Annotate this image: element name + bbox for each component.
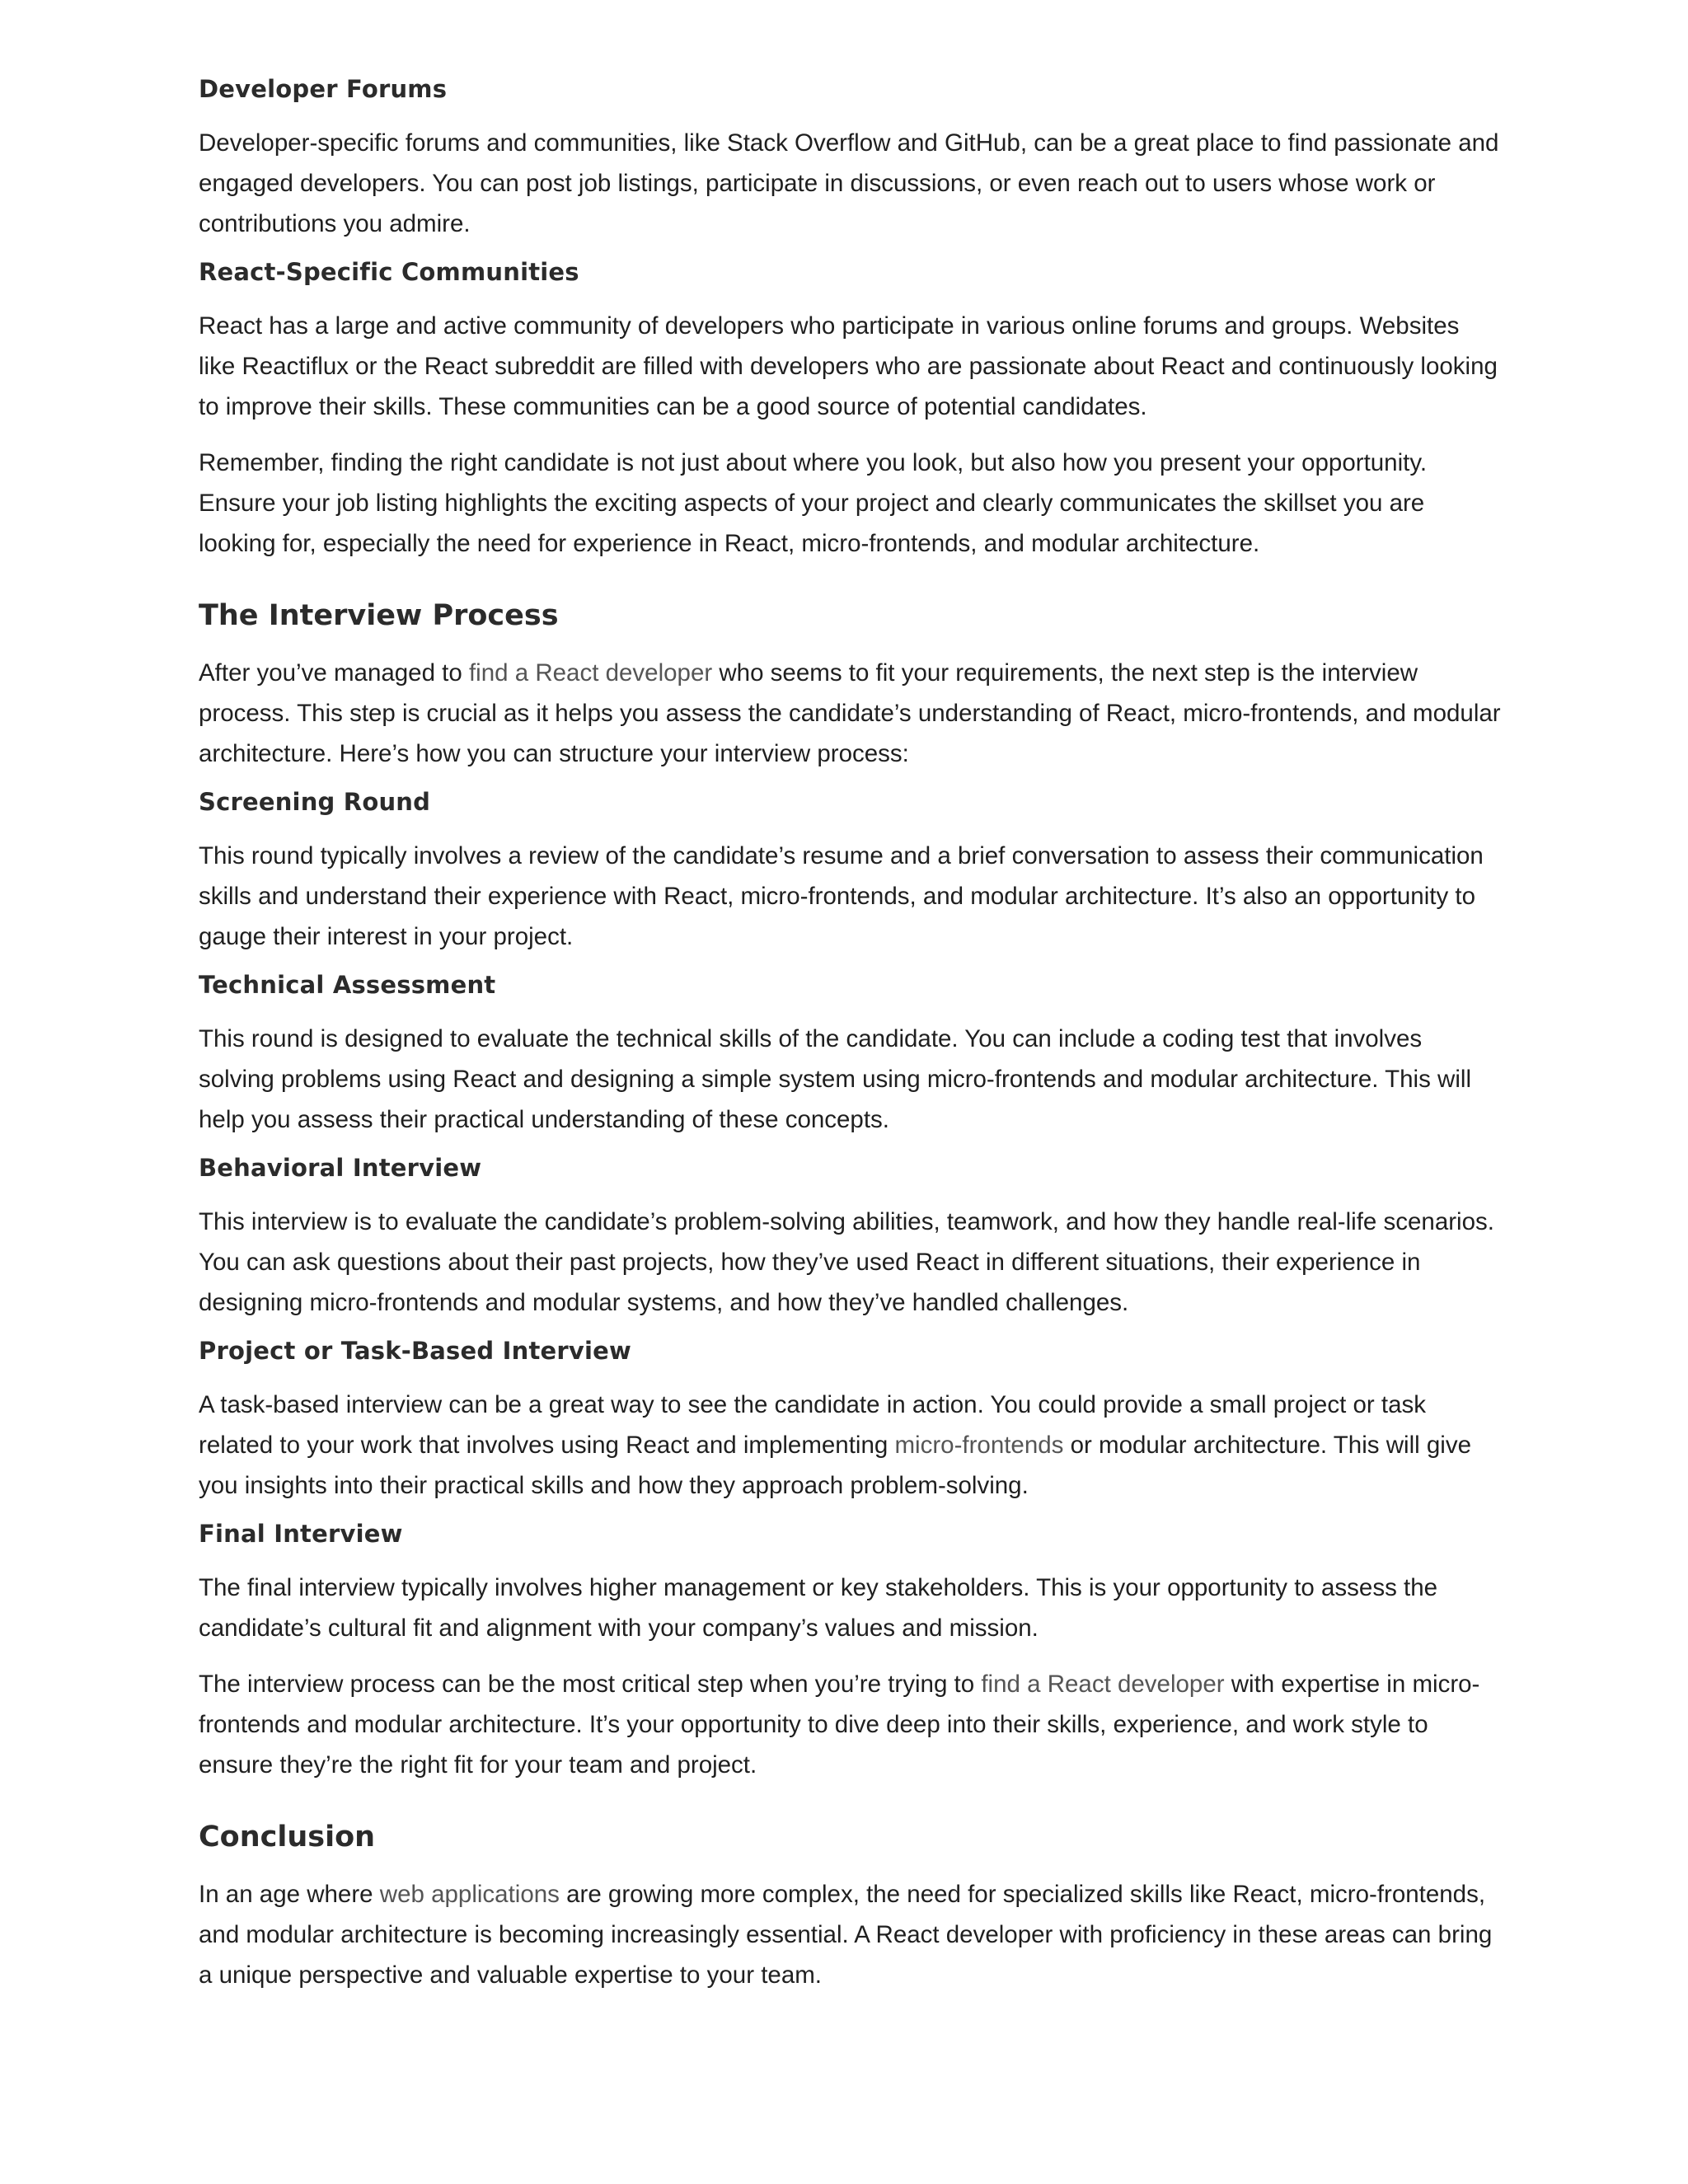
conclusion-text-start: In an age where <box>199 1881 380 1908</box>
article-body <box>199 71 1501 1995</box>
paragraph-screening-round: This round typically involves a review of the candidate’s resume and a brief conversation to assess their communication skills and understand their experience with React, micro-frontends, and modular architecture. It’s also an opportunity to gauge their interest in your project. <box>199 842 1484 950</box>
project-task-text-start: A task-based interview can be a great way to see the candidate in action. You could provide a small project or task related to your work that involves using React and implementing <box>199 1391 1426 1459</box>
paragraph-conclusion <box>199 1874 1501 1995</box>
heading-interview-process: The Interview Process <box>199 599 559 632</box>
micro-frontends-link[interactable]: micro-frontends <box>894 1432 1064 1459</box>
paragraph-interview-intro <box>199 653 1501 774</box>
web-applications-link[interactable]: web applications <box>379 1881 560 1908</box>
paragraph-react-communities: React has a large and active community of developers who participate in various online forums and groups. Websites like Reactiflux or the React subreddit are filled with developers who are passionate about React and continuously looking to improve their skills. These communities can be a good source of potential candidates. <box>199 312 1498 420</box>
paragraph-interview-summary <box>199 1664 1501 1785</box>
paragraph-behavioral-interview: This interview is to evaluate the candidate’s problem-solving abilities, teamwork, and how they handle real-life scenarios. You can ask questions about their past projects, how they’ve used React in different situations, their experience in designing micro-frontends and modular systems, and how they’ve handled challenges. <box>199 1208 1494 1316</box>
heading-behavioral-interview: Behavioral Interview <box>199 1154 482 1182</box>
paragraph-technical-assessment: This round is designed to evaluate the technical skills of the candidate. You can include a coding test that involves solving problems using React and designing a simple system using micro-frontends and modular architecture. This will help you assess their practical understanding of these concepts. <box>199 1025 1472 1133</box>
interview-summary-text-end: with expertise in micro-frontends and modular architecture. It’s your opportunity to dive deep into their skills, experience, and work style to ensure they’re the right fit for your team and project. <box>199 1671 1480 1779</box>
heading-developer-forums: Developer Forums <box>199 75 448 103</box>
find-react-developer-link[interactable]: find a React developer <box>468 659 713 687</box>
conclusion-text-end: are growing more complex, the need for specialized skills like React, micro-frontends, and modular architecture is becoming increasingly essential. A React developer with proficiency in these areas can bring a unique perspective and valuable expertise to your team. <box>199 1881 1493 1989</box>
find-react-developer-link-2[interactable]: find a React developer <box>981 1671 1225 1698</box>
heading-react-communities: React-Specific Communities <box>199 258 579 286</box>
heading-project-task-interview: Project or Task-Based Interview <box>199 1337 631 1365</box>
interview-intro-text-start: After you’ve managed to <box>199 659 469 687</box>
paragraph-final-interview: The final interview typically involves higher management or key stakeholders. This is your opportunity to assess the candidate’s cultural fit and alignment with your company’s values and mission. <box>199 1574 1438 1642</box>
paragraph-project-task-interview <box>199 1385 1501 1506</box>
heading-screening-round: Screening Round <box>199 788 431 816</box>
heading-technical-assessment: Technical Assessment <box>199 971 496 999</box>
paragraph-candidate-reminder: Remember, finding the right candidate is not just about where you look, but also how you present your opportunity. Ensure your job listing highlights the exciting aspects of your project and clearly communicates the skillset you are looking for, especially the need for experience in React, micro-frontends, and modular architecture. <box>199 449 1428 557</box>
heading-final-interview: Final Interview <box>199 1520 403 1548</box>
interview-intro-text-end: who seems to fit your requirements, the next step is the interview process. This step is crucial as it helps you assess the candidate’s understanding of React, micro-frontends, and modular architecture. Here’s how you can structure your interview process: <box>199 659 1501 767</box>
paragraph-developer-forums: Developer-specific forums and communities, like Stack Overflow and GitHub, can be a great place to find passionate and engaged developers. You can post job listings, participate in discussions, or even reach out to users whose work or contributions you admire. <box>199 129 1499 237</box>
interview-summary-text-start: The interview process can be the most critical step when you’re trying to <box>199 1671 982 1698</box>
project-task-text-end: or modular architecture. This will give you insights into their practical skills and how they approach problem-solving. <box>199 1432 1471 1499</box>
heading-conclusion: Conclusion <box>199 1821 376 1854</box>
